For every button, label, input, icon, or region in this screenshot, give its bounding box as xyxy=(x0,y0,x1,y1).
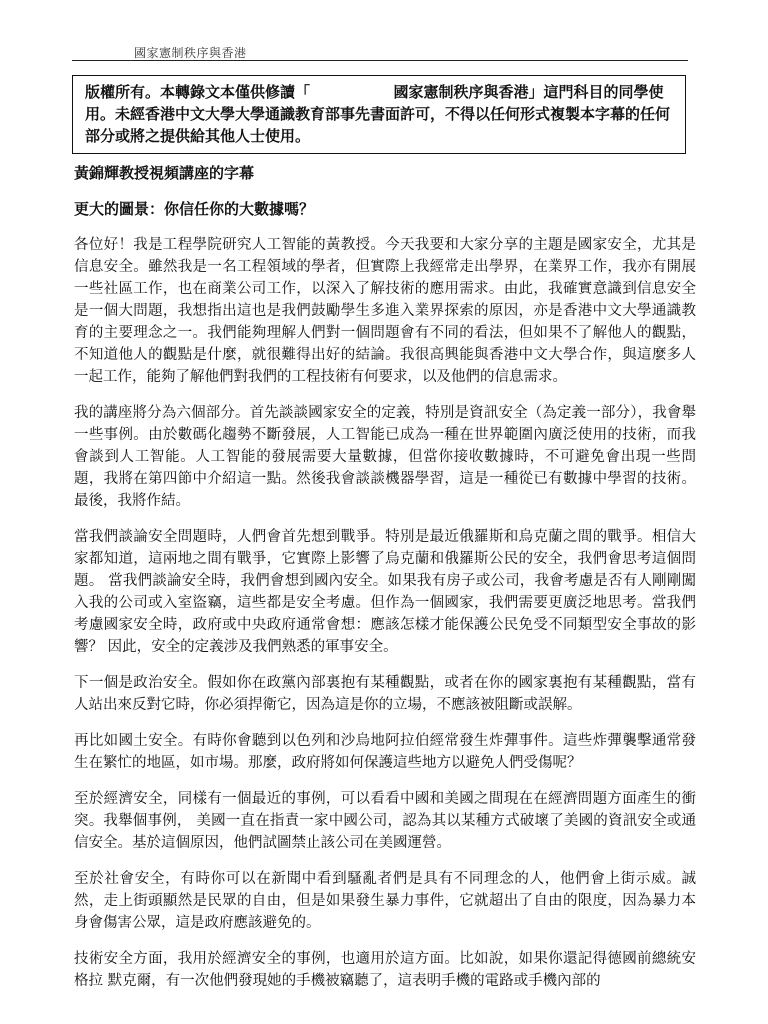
document-subtitle: 黃錦輝教授視頻講座的字幕 xyxy=(74,164,255,182)
header-rule xyxy=(72,60,688,61)
paragraph-social-security: 至於社會安全，有時你可以在新聞中看到騷亂者們是具有不同理念的人，他們會上街示威。誠然，走上街頭顯然是民眾的自由，但是如果發生暴力事件，它就超出了自由的限度，因為暴力本身會傷害公眾，這是政府應該避免的。 xyxy=(74,871,696,931)
paragraph-economic-security: 至於經濟安全，同樣有一個最近的事例，可以看看中國和美國之間現在在經濟問題方面產生的衝突。我舉個事例， 美國一直在指責一家中國公司，認為其以某種方式破壞了美國的資訊安全或通信安全。基於這個原因，他們試圖禁止該公司在美國運營。 xyxy=(74,791,696,851)
paragraph-technology-security: 技術安全方面，我用於經濟安全的事例，也適用於這方面。比如說，如果你還記得德國前總統安格拉 默克爾，有一次他們發現她的手機被竊聽了，這表明手機的電路或手機內部的 xyxy=(74,951,696,989)
paragraph-homeland-security: 再比如國土安全。有時你會聽到以色列和沙烏地阿拉伯經常發生炸彈事件。這些炸彈襲擊通常發生在繁忙的地區，如市場。那麼，政府將如何保護這些地方以避免人們受傷呢？ xyxy=(74,733,696,771)
copyright-notice: 版權所有。本轉錄文本僅供修讀「 國家憲制秩序與香港」這門科目的同學使用。未經香港中文大學大學通識教育部事先書面許可，不得以任何形式複製本字幕的任何部分或將之提供給其他人士使用。 xyxy=(72,75,686,154)
lecture-title: 更大的圖景：你信任你的大數據嗎？ xyxy=(74,200,315,218)
paragraph-military-security: 當我們談論安全問題時，人們會首先想到戰爭。特別是最近俄羅斯和烏克蘭之間的戰爭。相信大家都知道，這兩地之間有戰爭，它實際上影響了烏克蘭和俄羅斯公民的安全，我們會思考這個問題。 當我們談論安全時，我們會想到國內安全。如果我有房子或公司，我會考慮是否有人剛剛闖入我的公司或入室盜竊，這些都是安全考慮。但作為一個國家，我們需要更廣泛地思考。當我們考慮國家安全時，政府或中央政府通常會想：應該怎樣才能保護公民免受不同類型安全事故的影響？ 因此，安全的定義涉及我們熟悉的軍事安全。 xyxy=(74,529,696,655)
paragraph-outline: 我的講座將分為六個部分。首先談談國家安全的定義，特別是資訊安全（為定義一部分），我會舉一些事例。由於數碼化趨勢不斷發展，人工智能已成為一種在世界範圍內廣泛使用的技術，而我會談到人工智能。人工智能的發展需要大量數據，但當你接收數據時，不可避免會出現一些問題，我將在第四節中介紹這一點。然後我會談談機器學習，這是一種從已有數據中學習的技術。最後，我將作結。 xyxy=(74,405,696,509)
paragraph-intro: 各位好！我是工程學院研究人工智能的黃教授。今天我要和大家分享的主題是國家安全，尤其是信息安全。雖然我是一名工程領域的學者，但實際上我經常走出學界，在業界工作，我亦有開展一些社區工作，也在商業公司工作，以深入了解技術的應用需求。由此，我確實意識到信息安全是一個大問題，我想指出這也是我們鼓勵學生多進入業界探索的原因，亦是香港中文大學通識教育的主要理念之一。我們能夠理解人們對一個問題會有不同的看法，但如果不了解他人的觀點，不知道他人的觀點是什麼，就很難得出好的結論。我很高興能與香港中文大學合作，與這麼多人一起工作，能夠了解他們對我們的工程技術有何要求，以及他們的信息需求。 xyxy=(74,237,696,385)
running-header: 國家憲制秩序與香港 xyxy=(134,46,247,60)
document-body xyxy=(74,162,696,1006)
paragraph-political-security: 下一個是政治安全。假如你在政黨內部裏抱有某種觀點，或者在你的國家裏抱有某種觀點，當有人站出來反對它時，你必須捍衛它，因為這是你的立場，不應該被阻斷或誤解。 xyxy=(74,675,696,713)
